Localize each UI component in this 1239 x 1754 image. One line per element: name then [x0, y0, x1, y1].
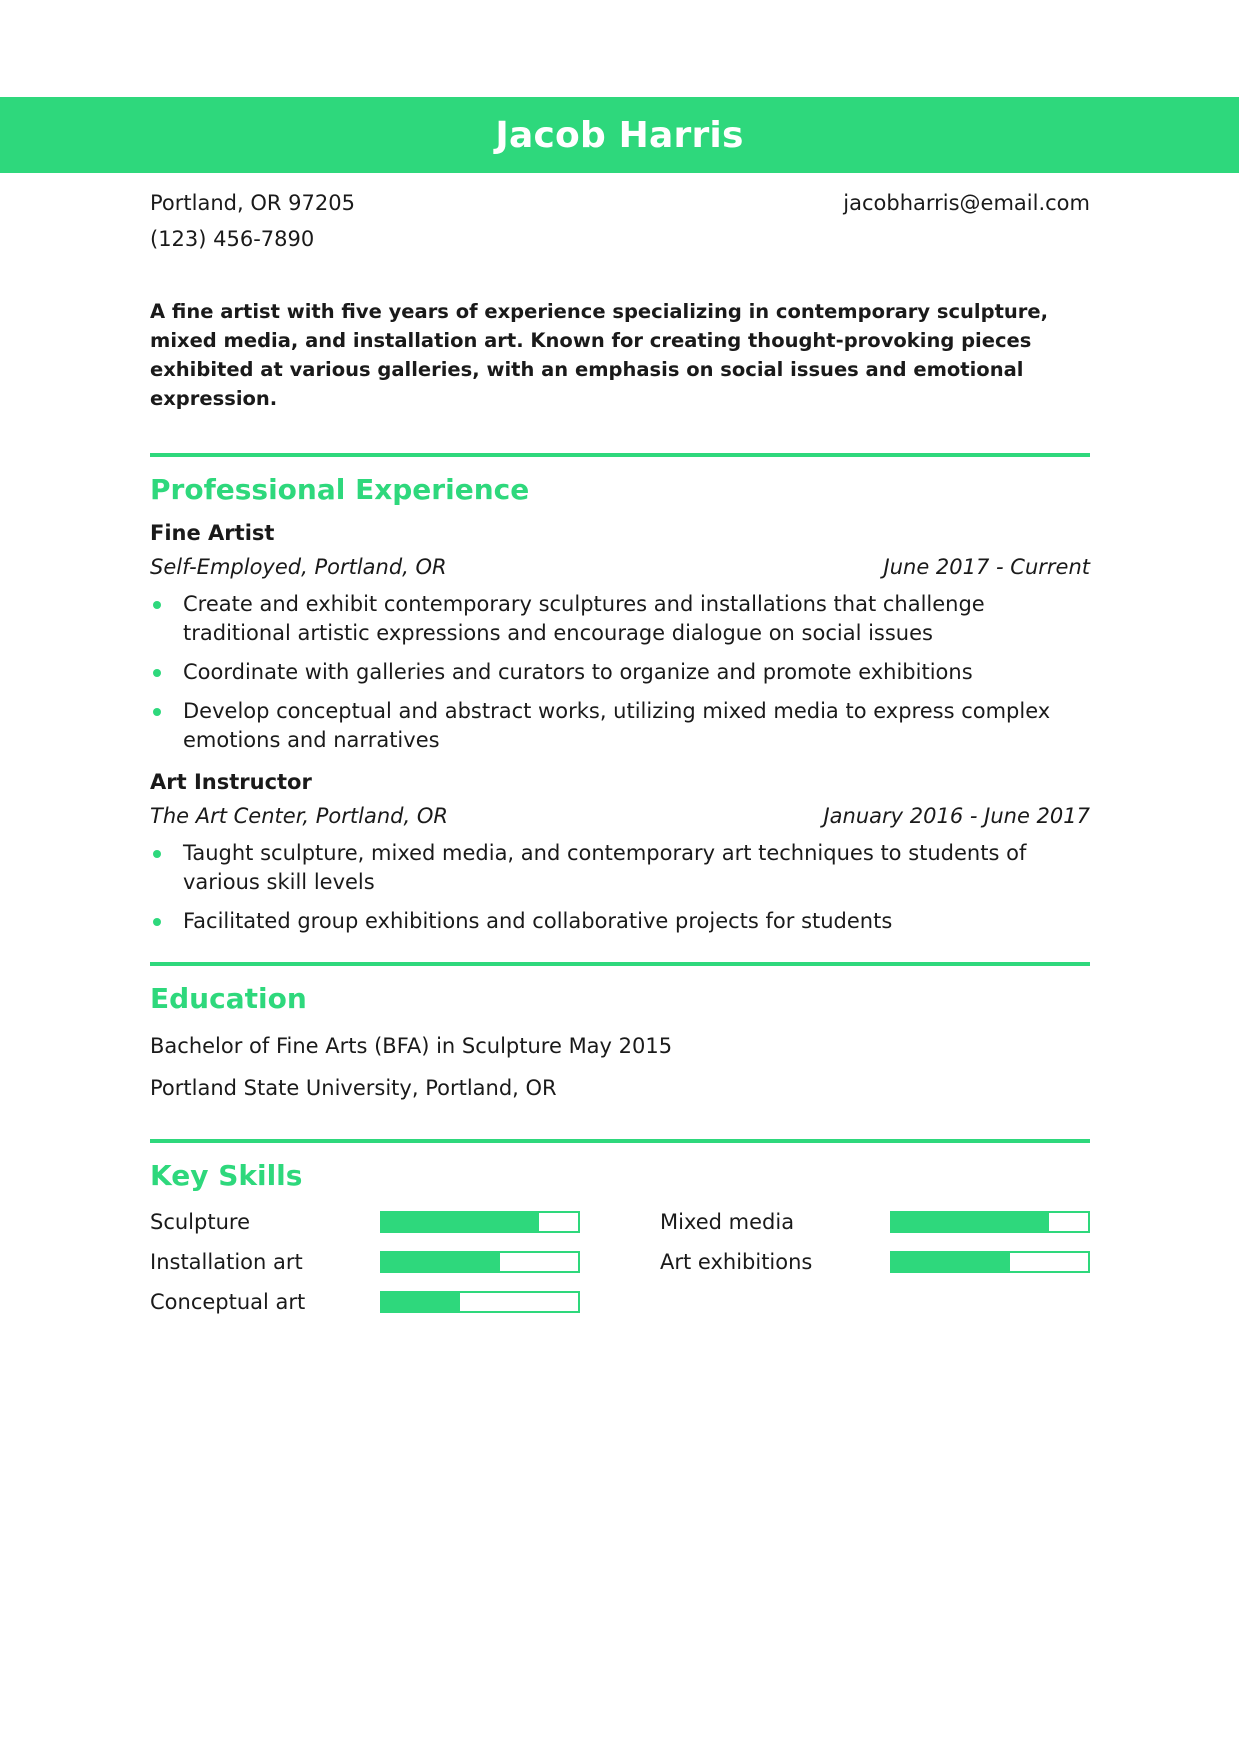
job-role: Fine Artist: [150, 521, 275, 545]
skill-name: Mixed media: [660, 1210, 795, 1234]
list-item: [150, 697, 1090, 755]
skill-bar-fill: [382, 1293, 460, 1311]
job-role: Art Instructor: [150, 770, 312, 794]
job-meta: [150, 550, 1090, 584]
header-band: [0, 97, 1239, 173]
bullet-icon: [153, 601, 161, 609]
skill-name: Installation art: [150, 1250, 303, 1274]
skills-title: Key Skills: [150, 1159, 303, 1192]
bullet-icon: [153, 850, 161, 858]
job-bullets: [150, 590, 1090, 755]
education-school: Portland State University, Portland, OR: [150, 1076, 557, 1100]
skill-bar: [380, 1211, 580, 1233]
job-company: The Art Center, Portland, OR: [150, 804, 448, 828]
section-divider: [150, 1139, 1090, 1143]
skills-column-right: [660, 1202, 1090, 1322]
list-item: [150, 907, 1090, 936]
contact-phone: (123) 456-7890: [150, 227, 315, 251]
skill-bar-fill: [892, 1253, 1010, 1271]
summary: A fine artist with five years of experience specializing in contemporary sculpture, mixed media, and installation art. Known for creating thought-provoking pieces exhibited at various galleries, with an emphasis on social issues and emotional expression.: [150, 300, 1049, 410]
skill-bar: [380, 1251, 580, 1273]
skill-name: Conceptual art: [150, 1290, 306, 1314]
skill-bar-fill: [382, 1253, 500, 1271]
list-item: [150, 839, 1090, 897]
list-item: [150, 590, 1090, 648]
contact-location: Portland, OR 97205: [150, 191, 355, 215]
skill-row: [150, 1202, 580, 1242]
skill-row: [150, 1282, 580, 1322]
education-degree: Bachelor of Fine Arts (BFA) in Sculpture May 2015: [150, 1034, 673, 1058]
contact-row-phone: [150, 221, 1090, 257]
job-company: Self-Employed, Portland, OR: [150, 555, 447, 579]
list-item: [150, 658, 1090, 687]
contact-row: [150, 185, 1090, 221]
bullet-text: Coordinate with galleries and curators to organize and promote exhibitions: [183, 660, 973, 684]
skills-grid: [150, 1202, 1090, 1322]
bullet-icon: [153, 708, 161, 716]
skills-column-left: [150, 1202, 580, 1322]
skill-row: [150, 1242, 580, 1282]
job-dates: January 2016 - June 2017: [823, 804, 1090, 828]
section-divider: [150, 962, 1090, 966]
job-entry: [150, 516, 1090, 755]
skill-bar-fill: [892, 1213, 1049, 1231]
skill-row: [660, 1242, 1090, 1282]
bullet-text: Develop conceptual and abstract works, utilizing mixed media to express complex emotions and narratives: [183, 699, 1051, 752]
bullet-icon: [153, 669, 161, 677]
skill-row: [660, 1202, 1090, 1242]
skill-name: Art exhibitions: [660, 1250, 813, 1274]
job-bullets: [150, 839, 1090, 936]
skill-bar: [380, 1291, 580, 1313]
skill-bar-fill: [382, 1213, 539, 1231]
bullet-text: Facilitated group exhibitions and collaborative projects for students: [183, 909, 893, 933]
candidate-name: Jacob Harris: [495, 114, 744, 156]
section-divider: [150, 453, 1090, 457]
experience-title: Professional Experience: [150, 473, 530, 506]
resume-body: [150, 185, 1090, 1322]
skill-name: Sculpture: [150, 1210, 250, 1234]
bullet-text: Taught sculpture, mixed media, and contemporary art techniques to students of various skill levels: [183, 841, 1027, 894]
skill-bar: [890, 1211, 1090, 1233]
job-entry: [150, 765, 1090, 936]
education-title: Education: [150, 982, 307, 1015]
bullet-text: Create and exhibit contemporary sculptures and installations that challenge traditional artistic expressions and encourage dialogue on social issues: [183, 592, 985, 645]
bullet-icon: [153, 918, 161, 926]
skill-bar: [890, 1251, 1090, 1273]
job-dates: June 2017 - Current: [883, 555, 1090, 579]
job-meta: [150, 799, 1090, 833]
contact-email[interactable]: jacobharris@email.com: [843, 191, 1090, 215]
